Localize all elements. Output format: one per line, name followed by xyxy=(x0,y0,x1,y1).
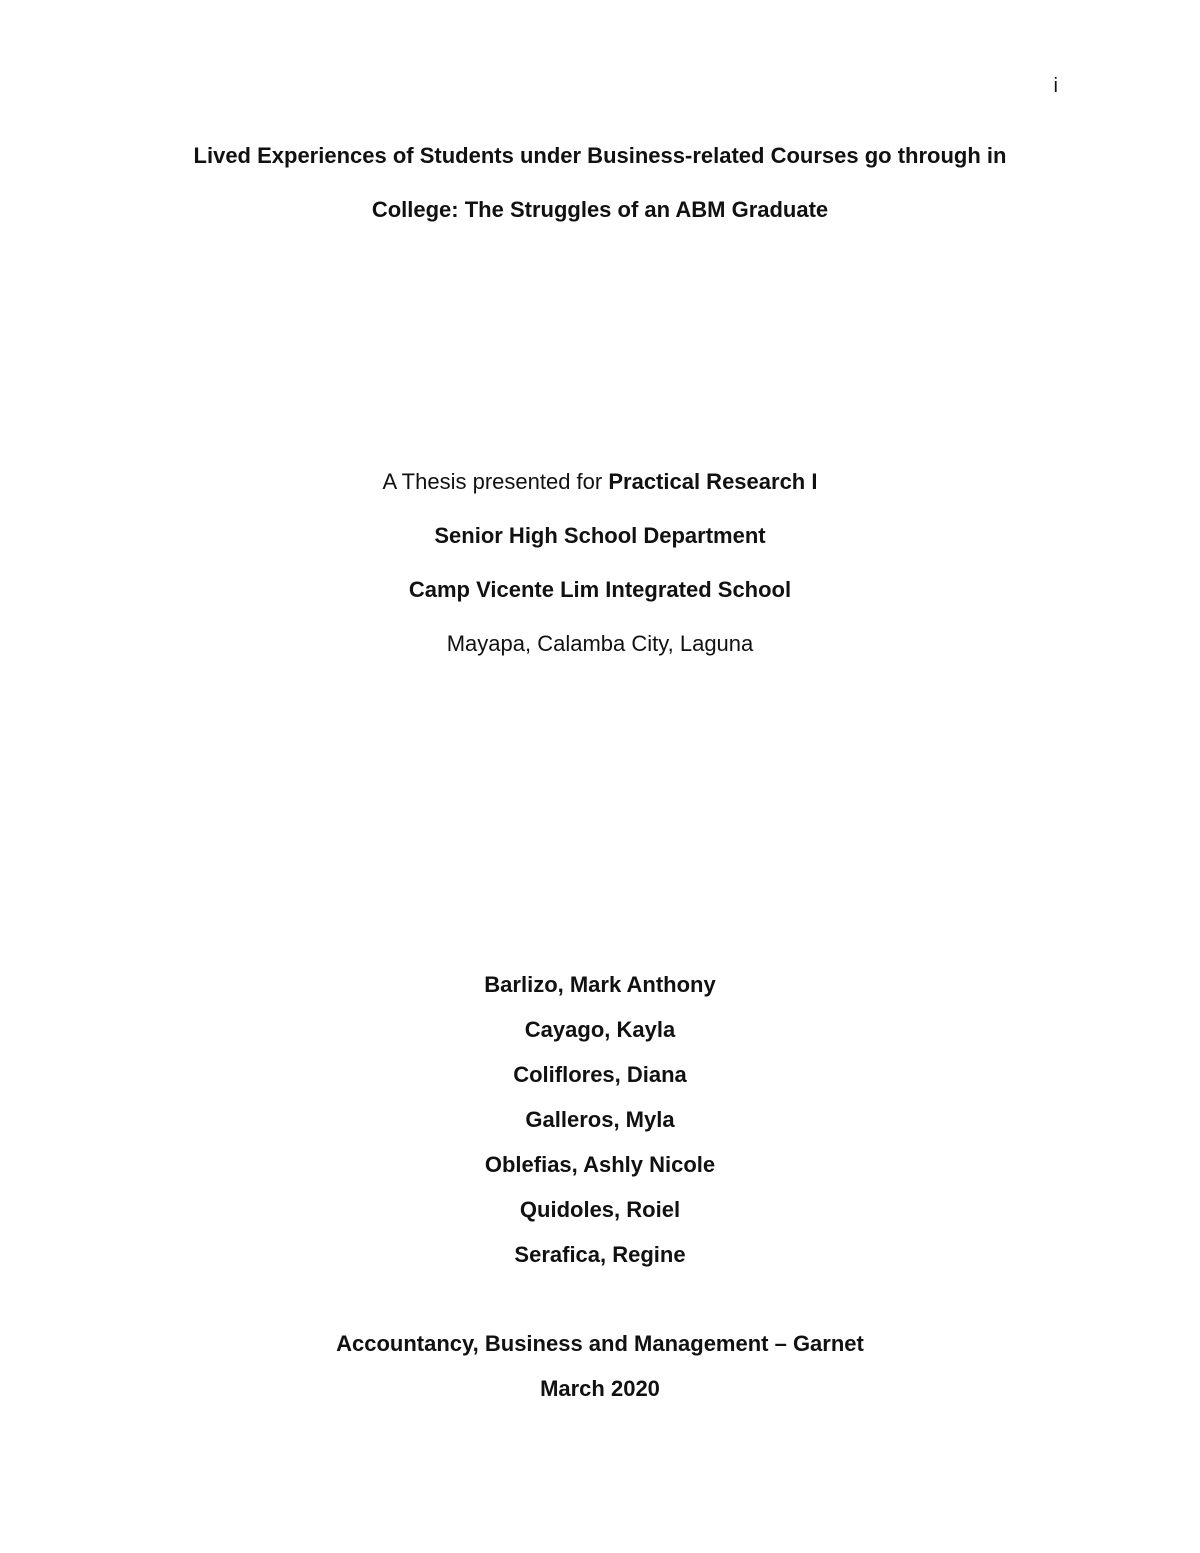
school-location: Mayapa, Calamba City, Laguna xyxy=(446,631,754,656)
thesis-prefix: A Thesis presented for xyxy=(382,469,609,494)
subject-name: Practical Research I xyxy=(608,469,818,494)
author-name: Barlizo, Mark Anthony xyxy=(484,972,716,997)
author-name: Quidoles, Roiel xyxy=(519,1197,681,1222)
author-name: Oblefias, Ashly Nicole xyxy=(484,1152,716,1177)
title-line-1: Lived Experiences of Students under Business-related Courses go through in xyxy=(193,143,1007,168)
author-name: Galleros, Myla xyxy=(525,1107,675,1132)
author-name: Coliflores, Diana xyxy=(513,1062,687,1087)
author-name: Cayago, Kayla xyxy=(524,1017,676,1042)
submission-date: March 2020 xyxy=(540,1376,660,1401)
strand-section: Accountancy, Business and Management – Garnet xyxy=(336,1331,864,1356)
thesis-presentation-line xyxy=(0,468,1200,496)
author-name: Serafica, Regine xyxy=(514,1242,686,1267)
page-number: i xyxy=(1053,75,1058,97)
department-name: Senior High School Department xyxy=(434,523,766,548)
school-name: Camp Vicente Lim Integrated School xyxy=(408,577,792,602)
title-line-2: College: The Struggles of an ABM Graduate xyxy=(371,197,829,222)
